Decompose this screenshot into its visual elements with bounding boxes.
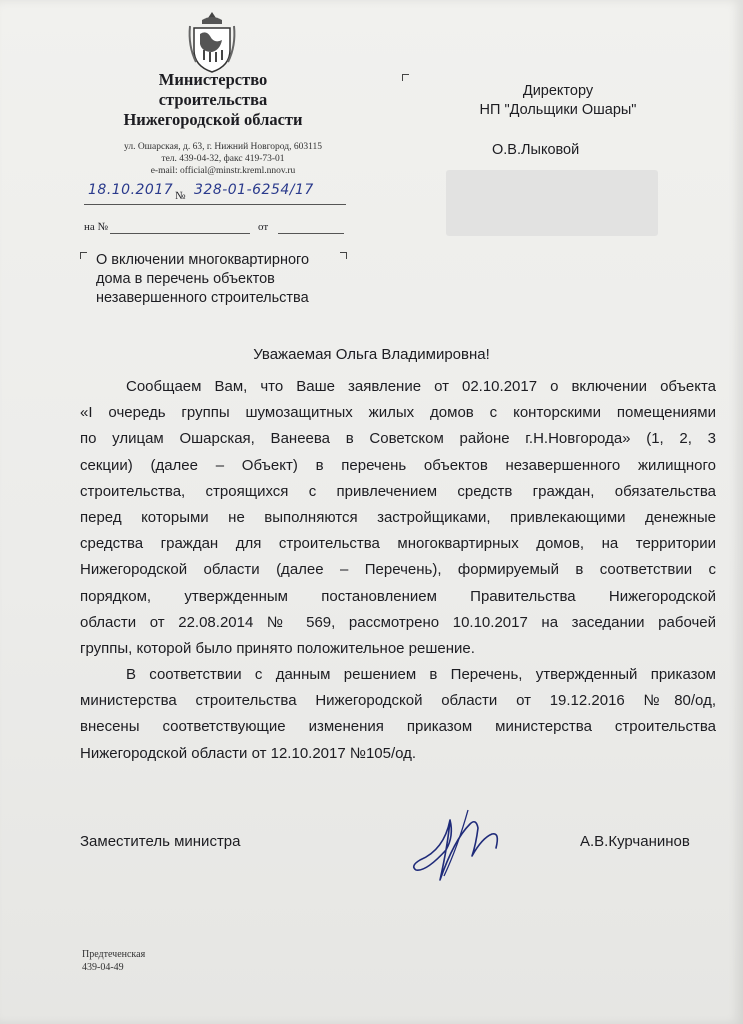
- body-line: «I очередь группы шумозащитных жилых домов с конторскими помещениями: [80, 404, 716, 422]
- body-line: секции) (далее – Объект) в перечень объектов незавершенного жилищного: [80, 456, 716, 474]
- signer-name: А.В.Курчанинов: [580, 833, 690, 850]
- subject-line: О включении многоквартирного: [96, 252, 310, 268]
- subject-corner-mark: [80, 252, 87, 259]
- recipient-line: НП "Дольщики Ошары": [479, 102, 637, 118]
- ministry-line: Нижегородской области: [123, 110, 303, 129]
- body-line: В соответствии с данным решением в Перечень, утвержденный приказом: [126, 666, 716, 684]
- body-line: порядком, утвержденным постановлением Правительства Нижегородской: [80, 587, 716, 605]
- body-line: Нижегородской области (далее – Перечень), формируемый в соответствии с: [80, 561, 716, 579]
- body-line: группы, которой было принято положительное решение.: [80, 639, 475, 657]
- body-line: средства граждан для строительства многоквартирных домов, на территории: [80, 535, 716, 553]
- subject-line: дома в перечень объектов: [96, 271, 275, 287]
- ministry-line: строительства: [158, 90, 268, 109]
- body-line: внесены соответствующие изменения приказом министерства строительства: [80, 718, 716, 736]
- recipient-corner-mark: [402, 74, 409, 81]
- body-line: министерства строительства Нижегородской области от 19.12.2016 №80/од,: [80, 692, 716, 710]
- body-line: перед которыми не выполняются застройщиками, привлекающими денежные: [80, 508, 716, 526]
- greeting: Уважаемая Ольга Владимировна!: [253, 346, 490, 363]
- subject-line: незавершенного строительства: [96, 290, 309, 306]
- ministry-address: [98, 141, 348, 177]
- body-line: Нижегородской области от 12.10.2017 №105/од.: [80, 744, 417, 762]
- subject-block: [96, 251, 344, 308]
- ministry-name: [88, 70, 338, 130]
- address-line: e-mail: official@minstr.kreml.nnov.ru: [150, 166, 296, 176]
- reply-from-date-line: [278, 233, 344, 234]
- body-line: строительства, строящихся с привлечением средств граждан, обязательства: [80, 482, 716, 500]
- handwritten-signature: [410, 790, 520, 900]
- reply-from-label: от: [258, 221, 269, 233]
- executor-info: [82, 948, 145, 974]
- recipient-block: [448, 82, 668, 120]
- reply-to-number-line: [110, 233, 250, 234]
- recipient-name: О.В.Лыковой: [492, 142, 580, 158]
- executor-phone: 439-04-49: [82, 962, 124, 973]
- redacted-area: [446, 170, 658, 236]
- body-line: по улицам Ошарская, Ванеева в Советском районе г.Н.Новгорода» (1, 2, 3: [80, 430, 716, 448]
- reference-number: 328-01-6254/17: [194, 182, 314, 198]
- signer-position: Заместитель министра: [80, 833, 241, 850]
- reply-to-label: на №: [84, 221, 109, 233]
- letter-body: [80, 374, 716, 767]
- body-line: Сообщаем Вам, что Ваше заявление от 02.10.2017 о включении объекта: [126, 378, 716, 395]
- body-line: области от 22.08.2014 № 569, рассмотрено 10.10.2017 на заседании рабочей: [80, 613, 716, 631]
- address-line: тел. 439-04-32, факс 419-73-01: [161, 154, 285, 164]
- reference-date: 18.10.2017: [88, 182, 174, 198]
- ministry-line: Министерство: [158, 70, 268, 89]
- address-line: ул. Ошарская, д. 63, г. Нижний Новгород, 603115: [124, 142, 322, 152]
- reference-no-label: №: [175, 190, 186, 202]
- executor-name: Предтеченская: [82, 949, 146, 960]
- recipient-line: Директору: [522, 83, 594, 99]
- coat-of-arms-icon: [186, 10, 238, 74]
